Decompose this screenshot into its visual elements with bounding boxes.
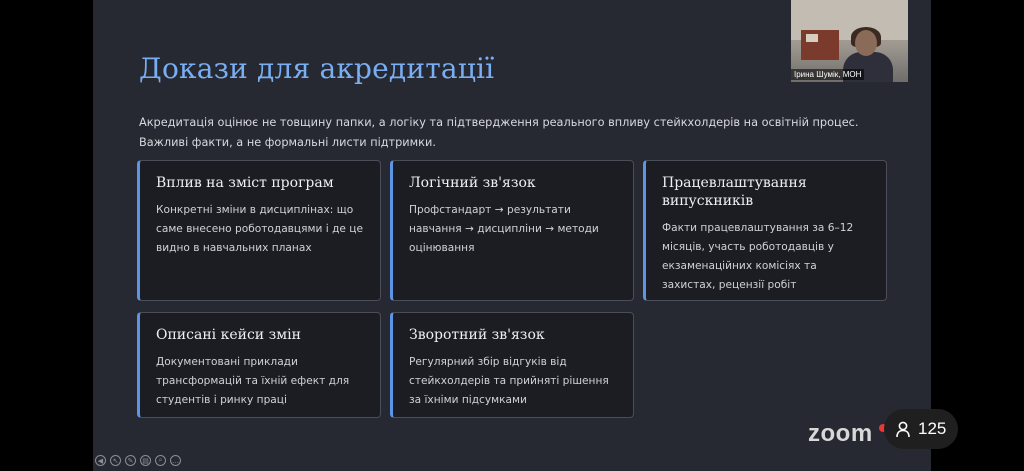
zoom-icon[interactable]: ⌕	[155, 455, 166, 466]
participant-count: 125	[918, 419, 947, 438]
card-text: Факти працевлаштування за 6–12 місяців, участь роботодавців у екзаменаційних комісіях та захистах, рецензії робіт	[662, 222, 854, 291]
highlighter-icon[interactable]: ▤	[140, 455, 151, 466]
participant-name-label: Ірина Шумік, МОН	[791, 69, 864, 80]
arrow-left-icon[interactable]: ◀	[95, 455, 106, 466]
card-graduate-employment	[643, 160, 887, 301]
more-icon[interactable]: …	[172, 456, 179, 465]
video-background-item	[806, 34, 818, 42]
participants-button[interactable]	[884, 409, 958, 449]
annotation-toolbar	[95, 455, 181, 469]
card-logical-link	[390, 160, 634, 301]
card-change-cases	[137, 312, 381, 418]
card-feedback	[390, 312, 634, 418]
card-title: Вплив на зміст програм	[156, 175, 334, 191]
person-icon	[896, 421, 910, 438]
card-title: Працевлаштування випускників	[662, 175, 807, 209]
slide-intro-text: Акредитація оцінює не товщину папки, а логіку та підтвердження реального впливу стейкхолдерів на освітній процес. Важливі факти, а не формальні листи підтримки.	[139, 116, 859, 149]
card-text: Профстандарт → результати навчання → дисципліни → методи оцінювання	[409, 204, 599, 254]
video-person-head	[855, 30, 877, 56]
card-title: Зворотний зв'язок	[409, 327, 545, 343]
pointer-icon[interactable]: ↖	[110, 455, 121, 466]
zoom-logo: zoom	[808, 420, 873, 447]
card-text: Конкретні зміни в дисциплінах: що саме внесено роботодавцями і де це видно в навчальних планах	[156, 204, 364, 254]
participant-video-tile[interactable]	[791, 0, 908, 82]
card-program-content-impact	[137, 160, 381, 301]
card-text: Документовані приклади трансформацій та їхній ефект для студентів і ринку праці	[156, 356, 350, 406]
slide-title: Докази для акредитації	[139, 52, 495, 85]
card-title: Описані кейси змін	[156, 327, 301, 343]
card-title: Логічний зв'язок	[409, 175, 536, 191]
card-text: Регулярний збір відгуків від стейкхолдерів та прийняті рішення за їхніми підсумками	[409, 356, 609, 406]
pen-icon[interactable]: ✎	[125, 455, 136, 466]
